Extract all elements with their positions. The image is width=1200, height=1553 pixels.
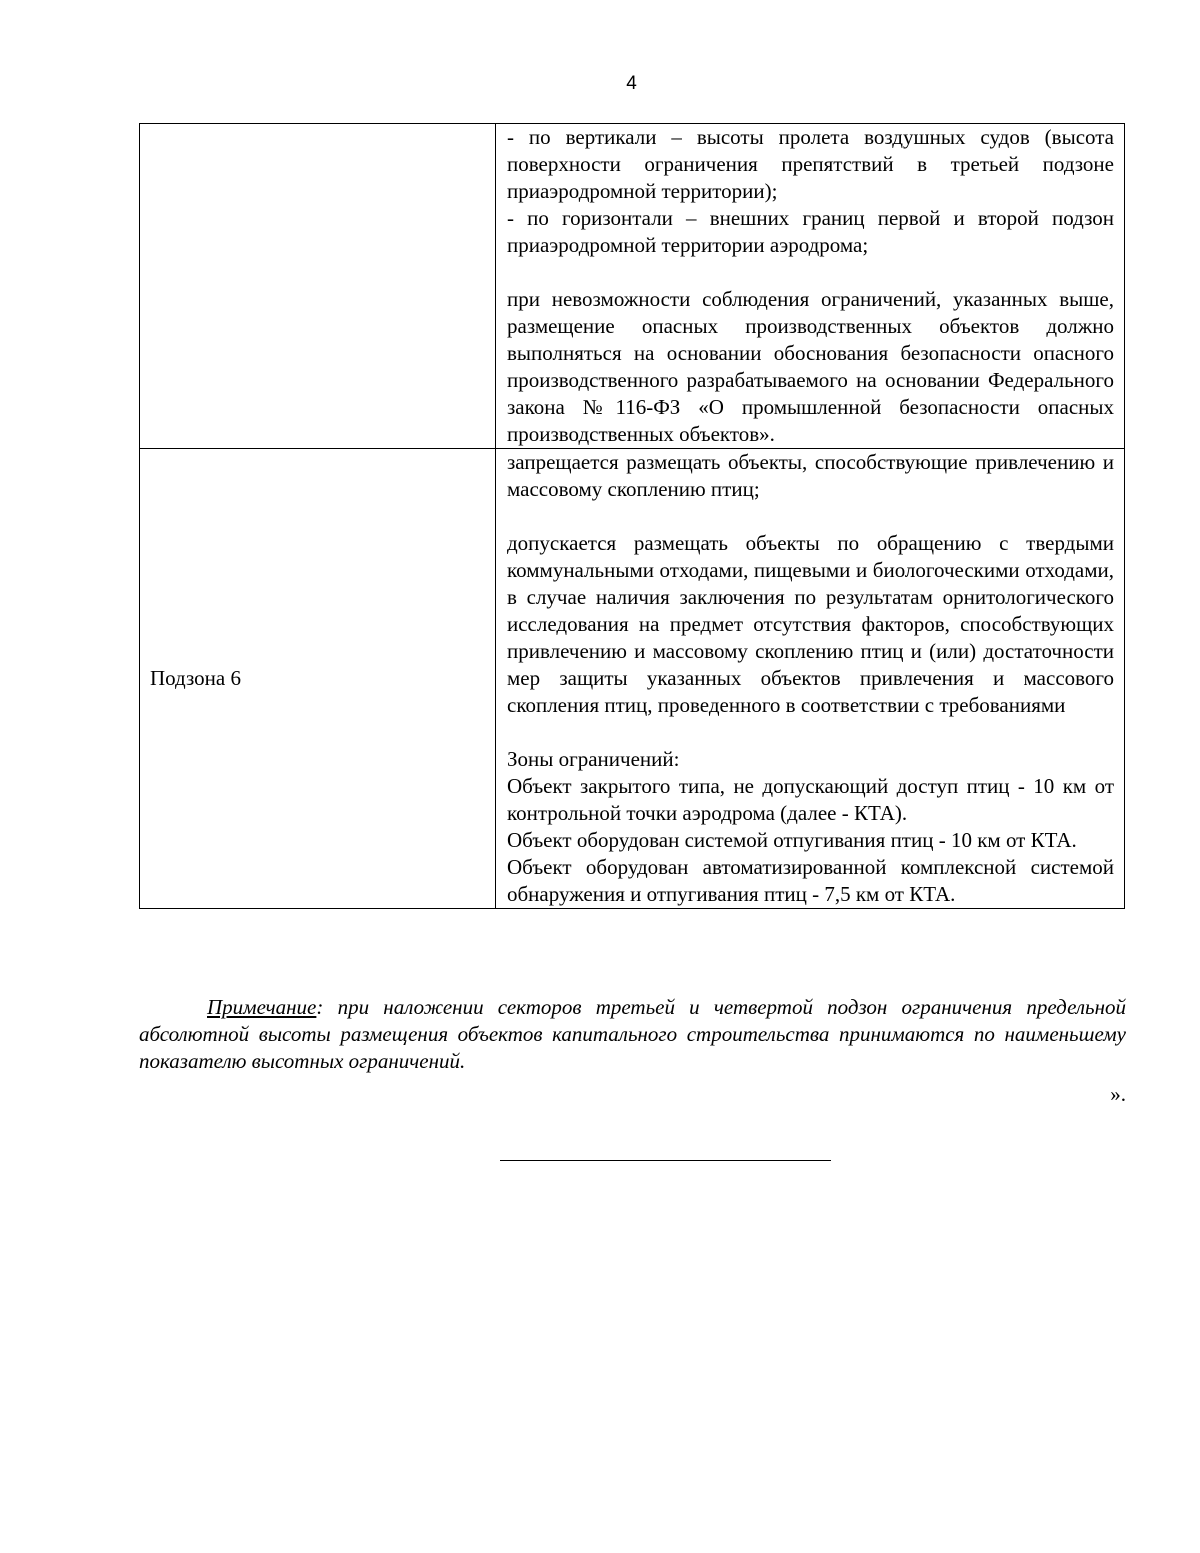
table-row (140, 449, 1125, 909)
restriction-zone-item: Объект закрытого типа, не допускающий доступ птиц - 10 км от контрольной точки аэродрома (далее - КТА). (507, 774, 1114, 825)
paragraph-spacer (507, 719, 1114, 746)
table-cell-subzone (140, 124, 496, 449)
separator-line (500, 1160, 831, 1161)
restriction-zone-item: Объект оборудован автоматизированной комплексной системой обнаружения и отпугивания птиц - 7,5 км от КТА. (507, 855, 1114, 906)
paragraph-spacer (507, 259, 1114, 286)
table-note (139, 994, 1126, 1075)
note-label: Примечание (207, 995, 317, 1019)
subzone-label: Подзона 6 (150, 666, 241, 690)
paragraph-spacer (507, 503, 1114, 530)
restriction-paragraph: - по горизонтали – внешних границ первой и второй подзон приаэродромной территории аэродрома; (507, 206, 1114, 257)
restriction-zones-heading: Зоны ограничений: (507, 747, 680, 771)
restriction-paragraph: допускается размещать объекты по обращению с твердыми коммунальными отходами, пищевыми и биологоческими отходами, в случае наличия заключения по результатам орнитологического исследования на предмет отсутствия факторов, способствующих привлечению и массовому скоплению птиц и (или) достаточности мер защиты указанных объектов привлечения и массового скопления птиц, проведенного в соответствии с требованиями (507, 531, 1114, 717)
restriction-zone-item: Объект оборудован системой отпугивания птиц - 10 км от КТА. (507, 828, 1077, 852)
restrictions-table (139, 123, 1125, 909)
table-cell-restrictions (496, 124, 1125, 449)
restriction-paragraph: запрещается размещать объекты, способствующие привлечению и массовому скоплению птиц; (507, 450, 1114, 501)
closing-quote-mark: ». (1110, 1082, 1126, 1106)
table-cell-subzone (140, 449, 496, 909)
restriction-paragraph: при невозможности соблюдения ограничений, указанных выше, размещение опасных производственных объектов должно выполняться на основании обоснования безопасности опасного производственного разрабатываемого на основании Федерального закона №116-ФЗ «О промышленной безопасности опасных производственных объектов». (507, 287, 1114, 446)
page-number: 4 (626, 73, 637, 94)
note-text: : при наложении секторов третьей и четвертой подзон ограничения предельной абсолютной высоты размещения объектов капитального строительства принимаются по наименьшему показателю высотных ограничений. (139, 995, 1126, 1073)
table-row (140, 124, 1125, 449)
restriction-paragraph: - по вертикали – высоты пролета воздушных судов (высота поверхности ограничения препятствий в третьей подзоне приаэродромной территории); (507, 125, 1114, 203)
restrictions-text (496, 449, 1124, 908)
restrictions-text (496, 124, 1124, 448)
table-cell-restrictions (496, 449, 1125, 909)
